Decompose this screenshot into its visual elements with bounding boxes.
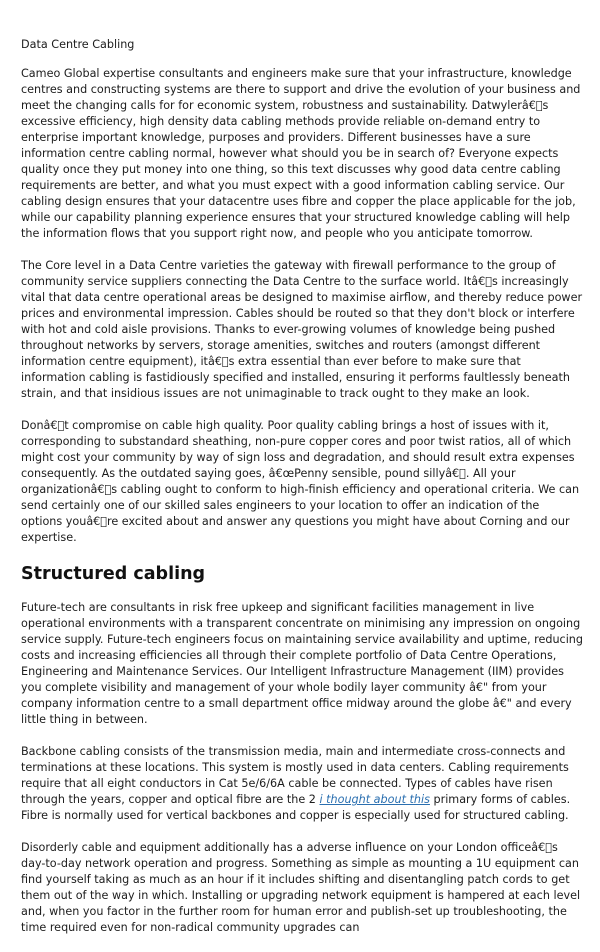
backbone-text-before: Backbone cabling consists of the transmission media, main and intermediate cross-connects and terminations at these locations. This system is mostly used in data centers. Cabling requirements require that all eight conductors in Cat 5e/6/6A cable be connected. Types of cables have risen through the years, copper and optical fibre are the 2: [21, 745, 569, 806]
document-title: Data Centre Cabling: [21, 38, 135, 51]
inline-link[interactable]: i thought about this: [319, 793, 430, 806]
backbone-text-after: primary forms of cables. Fibre is normally used for vertical backbones and copper is especially used for structured cabling.: [21, 793, 571, 822]
paragraph-backbone: [21, 744, 583, 824]
document-page: [21, 36, 583, 952]
paragraph-future-tech: Future-tech are consultants in risk free upkeep and significant facilities management in live operational environments with a transparent concentrate on minimising any impression on ongoing service supply. Future-tech engineers focus on maintaining service availability and uptime, reducing costs and increasing efficiencies all through their complete portfolio of Data Centre Operations, Engineering and Maintenance Services. Our Intelligent Infrastructure Management (IIM) provides you complete visibility and management of your whole bodily layer community â€" from your company information centre to a small department office midway around the globe â€" and every little thing in between.: [21, 601, 583, 726]
section-heading-structured-cabling: Structured cabling: [21, 564, 206, 584]
paragraph-disorderly-cable: Disorderly cable and equipment additionally has a adverse influence on your London officeâ€ s day-to-day network operation and progress. Something as simple as mounting a 1U equipment can find yourself taking as much as an hour if it includes shifting and disentangling patch cords to get them out of the way in which. Installing or upgrading network equipment is hampered at each level and, when you factor in the further room for human error and publish-set up troubleshooting, the time required even for non-radical community upgrades can: [21, 841, 581, 934]
paragraph-intro: Cameo Global expertise consultants and engineers make sure that your infrastructure, knowledge centres and constructing systems are there to support and drive the evolution of your business and meet the changing calls for for economic system, robustness and sustainability. Datwylerâ€ s excessive efficiency, high density data cabling methods provide reliable on-demand entry to enterprise important knowledge, purposes and providers. Different businesses have a sure information centre cabling normal, however what should you be in search of? Everyone expects quality once they put money into one thing, so this text discusses why good data centre cabling requirements are better, and what you must expect with a good information cabling service. Our cabling design ensures that your datacentre uses fibre and copper the place applicable for the job, while our capability planning experience ensures that your structured knowledge cabling will help the information flows that you support right now, and people who you anticipate tomorrow.: [21, 67, 581, 240]
paragraph-cable-quality: Donâ€ t compromise on cable high quality. Poor quality cabling brings a host of issues with it, corresponding to substandard sheathing, non-pure copper cores and poor twist ratios, all of which might cost your community by way of sign loss and degradation, and should result extra expenses consequently. As the outdated saying goes, â€œPenny sensible, pound sillyâ€ . All your organizationâ€ s cabling ought to conform to high-finish efficiency and operational criteria. We can send certainly one of our skilled sales engineers to your location to offer an indication of the options youâ€ re excited about and answer any questions you might have about Corning and our expertise.: [21, 419, 580, 544]
paragraph-core-level: The Core level in a Data Centre varieties the gateway with firewall performance to the group of community service suppliers connecting the Data Centre to the surface world. Itâ€ s increasingly vital that data centre operational areas be designed to maximise airflow, and thereby reduce power prices and environmental impression. Cables should be routed so that they don't block or interfere with hot and cold aisle provisions. Thanks to ever-growing volumes of knowledge being pushed throughout networks by servers, storage amenities, switches and routers (amongst different information centre equipment), itâ€ s extra essential than ever before to make sure that information cabling is fastidiously specified and installed, ensuring it performs faultlessly beneath strain, and that insidious issues are not unimaginable to track ought to they make an look.: [21, 259, 583, 400]
